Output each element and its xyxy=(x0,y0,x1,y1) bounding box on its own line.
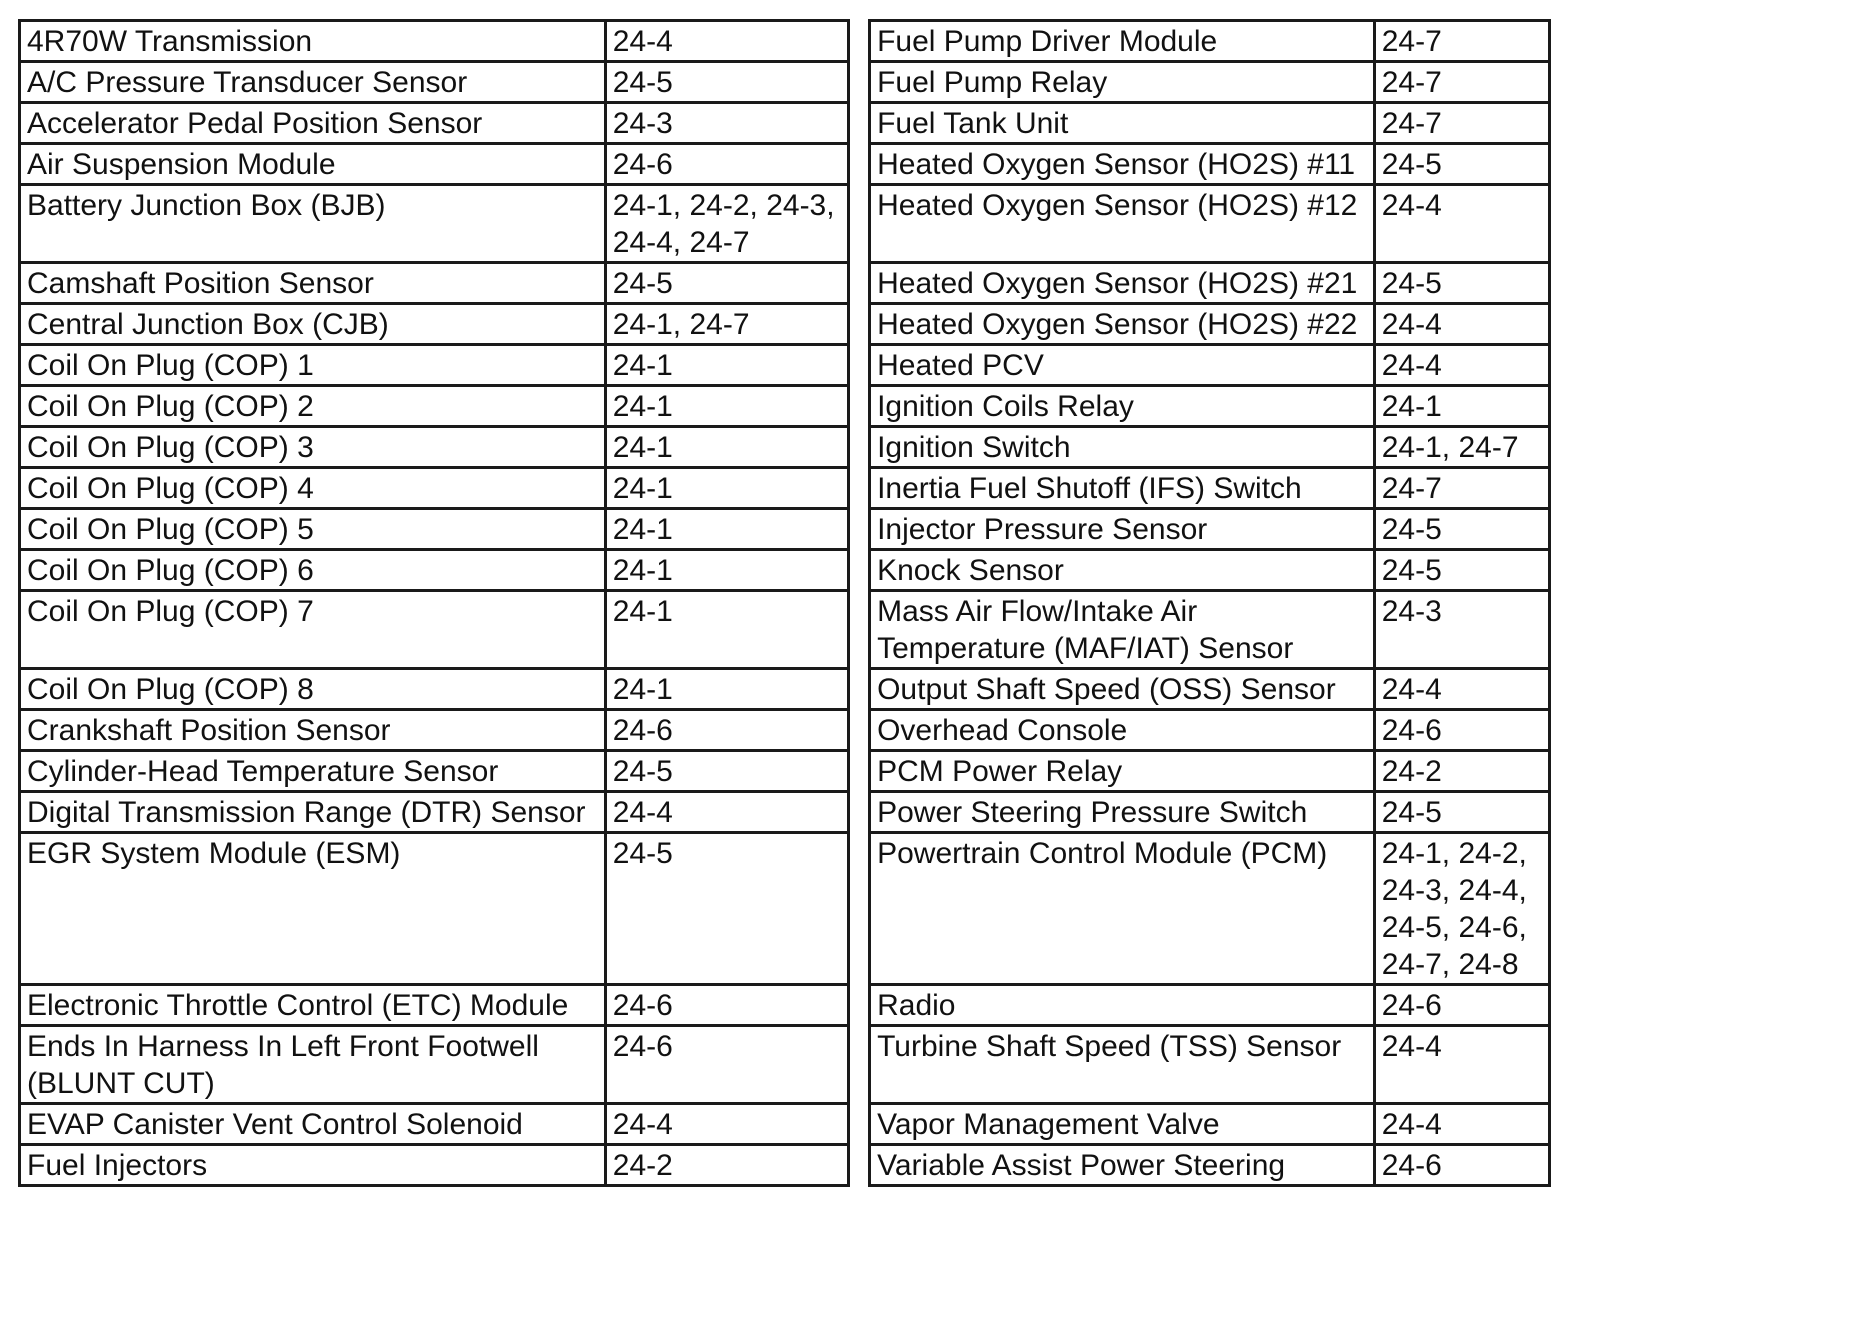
column-gap xyxy=(849,509,870,550)
right-component-name: Power Steering Pressure Switch xyxy=(870,792,1375,833)
right-page-refs: 24-5 xyxy=(1374,509,1549,550)
left-component-name: Coil On Plug (COP) 5 xyxy=(20,509,606,550)
left-page-refs: 24-4 xyxy=(605,792,848,833)
column-gap xyxy=(849,345,870,386)
right-component-name: Heated PCV xyxy=(870,345,1375,386)
left-component-name: Coil On Plug (COP) 4 xyxy=(20,468,606,509)
left-component-name: Camshaft Position Sensor xyxy=(20,263,606,304)
left-page-refs: 24-4 xyxy=(605,1104,848,1145)
left-page-refs: 24-1 xyxy=(605,427,848,468)
right-component-name: Fuel Pump Driver Module xyxy=(870,21,1375,62)
column-gap xyxy=(849,468,870,509)
table-row xyxy=(20,833,1550,985)
table-row xyxy=(20,591,1550,669)
table-row xyxy=(20,427,1550,468)
left-page-refs: 24-5 xyxy=(605,833,848,985)
right-page-refs: 24-5 xyxy=(1374,144,1549,185)
column-gap xyxy=(849,710,870,751)
left-page-refs: 24-1 xyxy=(605,468,848,509)
left-component-name: Coil On Plug (COP) 8 xyxy=(20,669,606,710)
left-component-name: Coil On Plug (COP) 2 xyxy=(20,386,606,427)
right-page-refs: 24-1, 24-7 xyxy=(1374,427,1549,468)
right-page-refs: 24-7 xyxy=(1374,468,1549,509)
right-page-refs: 24-6 xyxy=(1374,985,1549,1026)
table-row xyxy=(20,1104,1550,1145)
right-component-name: PCM Power Relay xyxy=(870,751,1375,792)
left-component-name: Crankshaft Position Sensor xyxy=(20,710,606,751)
right-component-name: Heated Oxygen Sensor (HO2S) #21 xyxy=(870,263,1375,304)
left-page-refs: 24-1, 24-2, 24-3, 24-4, 24-7 xyxy=(605,185,848,263)
left-page-refs: 24-3 xyxy=(605,103,848,144)
left-page-refs: 24-5 xyxy=(605,62,848,103)
right-component-name: Turbine Shaft Speed (TSS) Sensor xyxy=(870,1026,1375,1104)
left-page-refs: 24-2 xyxy=(605,1145,848,1186)
left-component-name: Electronic Throttle Control (ETC) Module xyxy=(20,985,606,1026)
left-component-name: Central Junction Box (CJB) xyxy=(20,304,606,345)
column-gap xyxy=(849,1104,870,1145)
column-gap xyxy=(849,550,870,591)
right-component-name: Inertia Fuel Shutoff (IFS) Switch xyxy=(870,468,1375,509)
left-component-name: Coil On Plug (COP) 6 xyxy=(20,550,606,591)
left-component-name: EGR System Module (ESM) xyxy=(20,833,606,985)
column-gap xyxy=(849,427,870,468)
right-component-name: Vapor Management Valve xyxy=(870,1104,1375,1145)
right-page-refs: 24-7 xyxy=(1374,62,1549,103)
column-gap xyxy=(849,103,870,144)
left-component-name: Accelerator Pedal Position Sensor xyxy=(20,103,606,144)
left-page-refs: 24-1 xyxy=(605,345,848,386)
right-page-refs: 24-4 xyxy=(1374,1026,1549,1104)
left-page-refs: 24-6 xyxy=(605,1026,848,1104)
right-component-name: Fuel Tank Unit xyxy=(870,103,1375,144)
table-row xyxy=(20,468,1550,509)
table-row xyxy=(20,185,1550,263)
left-page-refs: 24-6 xyxy=(605,985,848,1026)
right-component-name: Mass Air Flow/Intake Air Temperature (MAF/IAT) Sensor xyxy=(870,591,1375,669)
table-row xyxy=(20,144,1550,185)
right-component-name: Fuel Pump Relay xyxy=(870,62,1375,103)
column-gap xyxy=(849,669,870,710)
right-page-refs: 24-5 xyxy=(1374,263,1549,304)
column-gap xyxy=(849,1145,870,1186)
left-component-name: Digital Transmission Range (DTR) Sensor xyxy=(20,792,606,833)
left-page-refs: 24-1 xyxy=(605,550,848,591)
right-component-name: Injector Pressure Sensor xyxy=(870,509,1375,550)
column-gap xyxy=(849,144,870,185)
table-row xyxy=(20,103,1550,144)
right-component-name: Heated Oxygen Sensor (HO2S) #12 xyxy=(870,185,1375,263)
right-component-name: Ignition Coils Relay xyxy=(870,386,1375,427)
component-index-table-wrapper xyxy=(18,19,1551,1182)
right-page-refs: 24-3 xyxy=(1374,591,1549,669)
table-row xyxy=(20,21,1550,62)
component-index-table xyxy=(18,19,1551,1187)
column-gap xyxy=(849,1026,870,1104)
right-component-name: Ignition Switch xyxy=(870,427,1375,468)
right-page-refs: 24-4 xyxy=(1374,669,1549,710)
left-page-refs: 24-1 xyxy=(605,591,848,669)
left-component-name: A/C Pressure Transducer Sensor xyxy=(20,62,606,103)
right-component-name: Overhead Console xyxy=(870,710,1375,751)
left-page-refs: 24-1, 24-7 xyxy=(605,304,848,345)
table-row xyxy=(20,1145,1550,1186)
left-page-refs: 24-4 xyxy=(605,21,848,62)
left-component-name: Coil On Plug (COP) 3 xyxy=(20,427,606,468)
left-page-refs: 24-6 xyxy=(605,710,848,751)
column-gap xyxy=(849,185,870,263)
column-gap xyxy=(849,304,870,345)
table-row xyxy=(20,751,1550,792)
right-page-refs: 24-4 xyxy=(1374,1104,1549,1145)
left-component-name: 4R70W Transmission xyxy=(20,21,606,62)
left-page-refs: 24-1 xyxy=(605,386,848,427)
table-row xyxy=(20,1026,1550,1104)
table-row xyxy=(20,985,1550,1026)
right-page-refs: 24-1 xyxy=(1374,386,1549,427)
left-page-refs: 24-1 xyxy=(605,669,848,710)
table-row xyxy=(20,669,1550,710)
right-page-refs: 24-6 xyxy=(1374,710,1549,751)
column-gap xyxy=(849,833,870,985)
right-page-refs: 24-6 xyxy=(1374,1145,1549,1186)
right-page-refs: 24-1, 24-2, 24-3, 24-4, 24-5, 24-6, 24-7, 24-8 xyxy=(1374,833,1549,985)
column-gap xyxy=(849,62,870,103)
right-component-name: Powertrain Control Module (PCM) xyxy=(870,833,1375,985)
left-component-name: Battery Junction Box (BJB) xyxy=(20,185,606,263)
left-page-refs: 24-5 xyxy=(605,751,848,792)
right-page-refs: 24-7 xyxy=(1374,103,1549,144)
column-gap xyxy=(849,591,870,669)
table-row xyxy=(20,509,1550,550)
left-component-name: Coil On Plug (COP) 1 xyxy=(20,345,606,386)
column-gap xyxy=(849,792,870,833)
column-gap xyxy=(849,21,870,62)
left-page-refs: 24-6 xyxy=(605,144,848,185)
right-page-refs: 24-2 xyxy=(1374,751,1549,792)
right-page-refs: 24-4 xyxy=(1374,304,1549,345)
left-component-name: Ends In Harness In Left Front Footwell (BLUNT CUT) xyxy=(20,1026,606,1104)
table-row xyxy=(20,345,1550,386)
left-page-refs: 24-5 xyxy=(605,263,848,304)
right-page-refs: 24-5 xyxy=(1374,550,1549,591)
column-gap xyxy=(849,263,870,304)
right-page-refs: 24-5 xyxy=(1374,792,1549,833)
table-row xyxy=(20,386,1550,427)
column-gap xyxy=(849,985,870,1026)
table-row xyxy=(20,710,1550,751)
right-page-refs: 24-7 xyxy=(1374,21,1549,62)
left-component-name: Fuel Injectors xyxy=(20,1145,606,1186)
table-row xyxy=(20,263,1550,304)
column-gap xyxy=(849,386,870,427)
right-component-name: Knock Sensor xyxy=(870,550,1375,591)
left-component-name: Cylinder-Head Temperature Sensor xyxy=(20,751,606,792)
right-page-refs: 24-4 xyxy=(1374,345,1549,386)
table-row xyxy=(20,550,1550,591)
table-row xyxy=(20,792,1550,833)
right-page-refs: 24-4 xyxy=(1374,185,1549,263)
right-component-name: Heated Oxygen Sensor (HO2S) #11 xyxy=(870,144,1375,185)
left-page-refs: 24-1 xyxy=(605,509,848,550)
right-component-name: Heated Oxygen Sensor (HO2S) #22 xyxy=(870,304,1375,345)
right-component-name: Radio xyxy=(870,985,1375,1026)
component-index-body xyxy=(20,21,1550,1186)
column-gap xyxy=(849,751,870,792)
left-component-name: Air Suspension Module xyxy=(20,144,606,185)
left-component-name: EVAP Canister Vent Control Solenoid xyxy=(20,1104,606,1145)
right-component-name: Variable Assist Power Steering xyxy=(870,1145,1375,1186)
table-row xyxy=(20,304,1550,345)
right-component-name: Output Shaft Speed (OSS) Sensor xyxy=(870,669,1375,710)
left-component-name: Coil On Plug (COP) 7 xyxy=(20,591,606,669)
table-row xyxy=(20,62,1550,103)
